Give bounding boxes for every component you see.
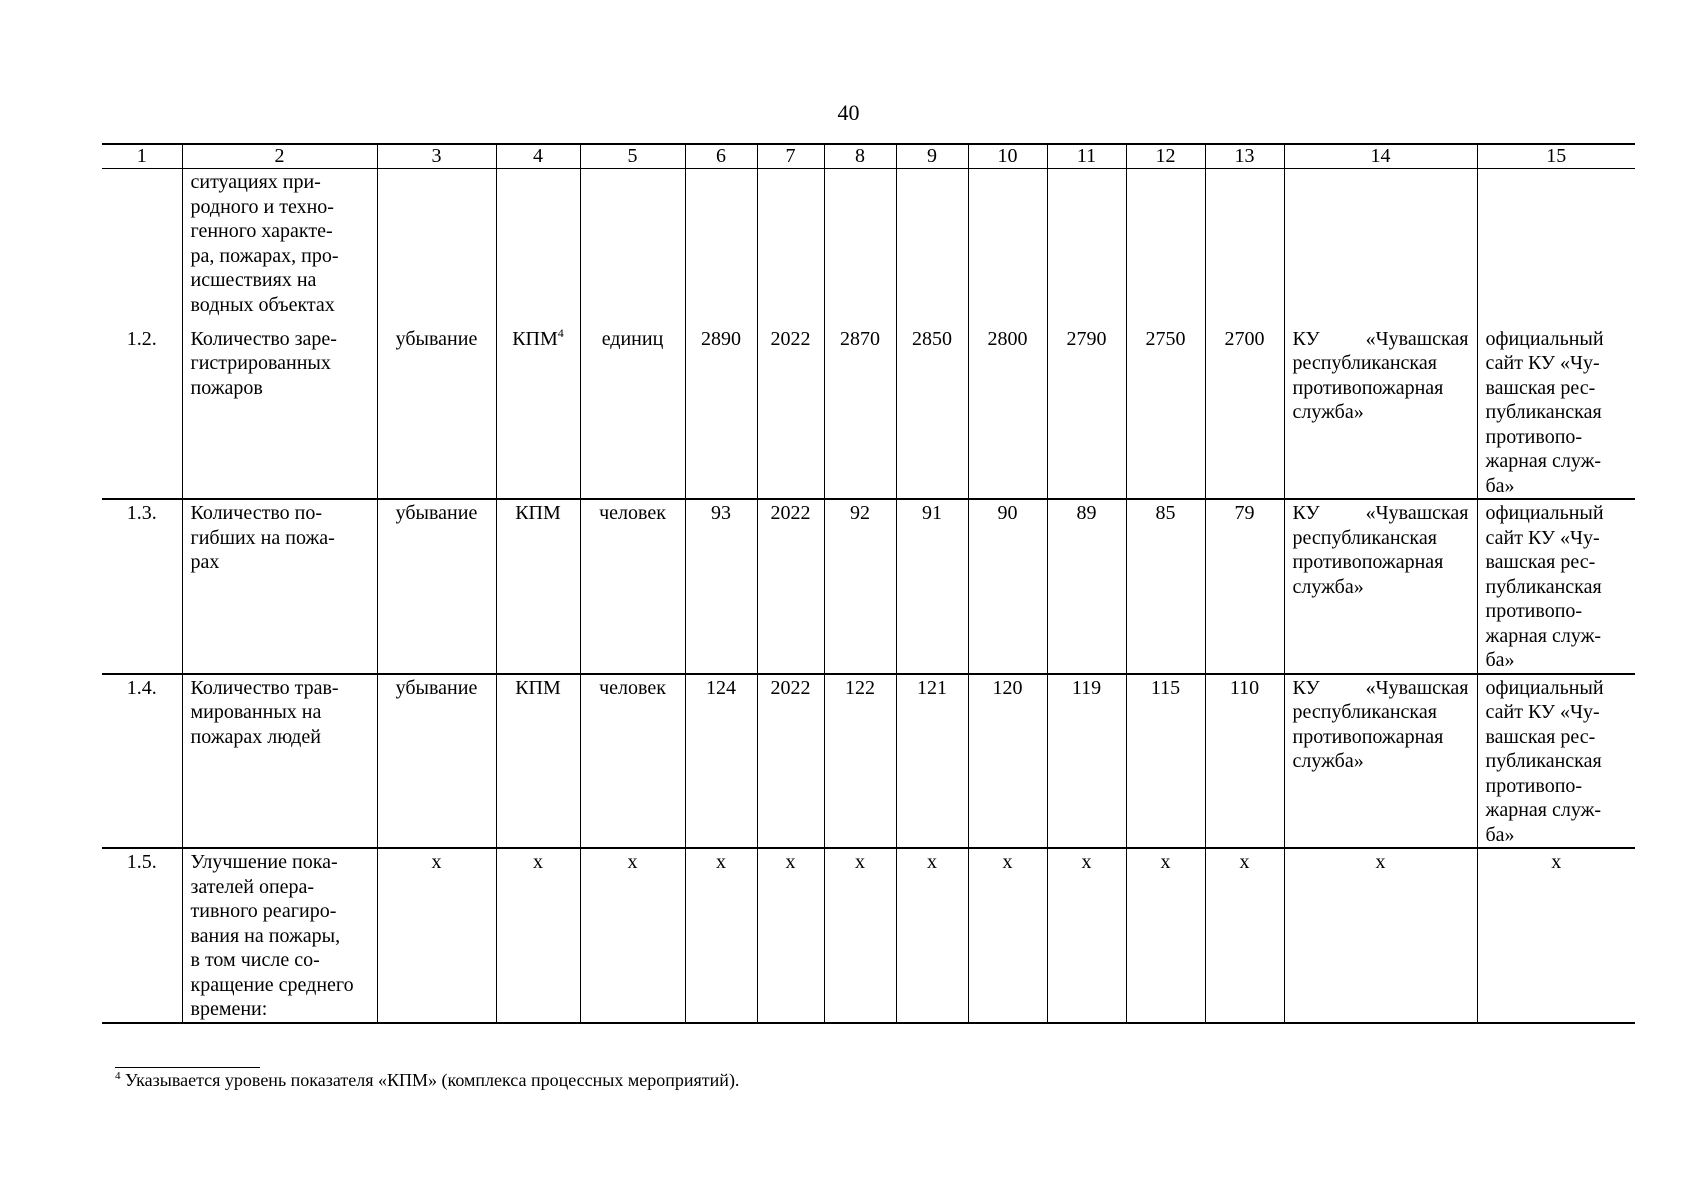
cell-empty — [580, 169, 685, 326]
table-row — [102, 499, 1635, 674]
cell-empty — [824, 169, 896, 326]
not-applicable-mark: х — [896, 848, 968, 1023]
footnote-marker: 4 — [115, 1070, 121, 1082]
indicator-level: КПМ — [496, 674, 580, 849]
value-col-13: 2700 — [1205, 326, 1284, 500]
column-number-header: 6 — [685, 144, 757, 169]
responsible-organization: КУ «Чувашская республиканская противопожарная служба» — [1284, 499, 1477, 674]
value-col-8: 122 — [824, 674, 896, 849]
cell-empty — [685, 169, 757, 326]
information-source: официальный сайт КУ «Чу- вашская рес- публиканская противопо- жарная служ- ба» — [1477, 499, 1635, 674]
not-applicable-mark: х — [1205, 848, 1284, 1023]
continuation-row — [102, 169, 1635, 326]
information-source: официальный сайт КУ «Чу- вашская рес- публиканская противопо- жарная служ- ба» — [1477, 674, 1635, 849]
indicator-name: Количество по- гибших на пожа- рах — [182, 499, 377, 674]
indicator-name-continuation: ситуациях при- родного и техно- генного характе- ра, пожарах, про- исшествиях на водных объектах — [182, 169, 377, 326]
column-number-header: 4 — [496, 144, 580, 169]
value-col-9: 121 — [896, 674, 968, 849]
footnote — [115, 1070, 739, 1091]
column-number-header: 1 — [102, 144, 182, 169]
cell-empty — [496, 169, 580, 326]
column-number-header: 2 — [182, 144, 377, 169]
footnote-separator — [115, 1067, 260, 1068]
base-value: 2890 — [685, 326, 757, 500]
value-col-8: 92 — [824, 499, 896, 674]
value-col-12: 115 — [1126, 674, 1205, 849]
column-number-header-row — [102, 144, 1635, 169]
not-applicable-mark: х — [757, 848, 824, 1023]
unit: единиц — [580, 326, 685, 500]
value-col-8: 2870 — [824, 326, 896, 500]
column-number-header: 9 — [896, 144, 968, 169]
value-col-9: 91 — [896, 499, 968, 674]
cell-empty — [102, 169, 182, 326]
not-applicable-mark: х — [968, 848, 1047, 1023]
not-applicable-mark: х — [824, 848, 896, 1023]
not-applicable-mark: х — [1126, 848, 1205, 1023]
footnote-text: Указывается уровень показателя «КПМ» (комплекса процессных мероприятий). — [120, 1070, 740, 1090]
row-number: 1.3. — [102, 499, 182, 674]
page-number: 40 — [837, 100, 860, 125]
cell-empty — [1477, 169, 1635, 326]
indicator-direction: убывание — [377, 326, 496, 500]
not-applicable-mark: х — [1047, 848, 1126, 1023]
value-col-12: 2750 — [1126, 326, 1205, 500]
cell-empty — [1126, 169, 1205, 326]
value-col-9: 2850 — [896, 326, 968, 500]
value-col-13: 79 — [1205, 499, 1284, 674]
value-col-10: 2800 — [968, 326, 1047, 500]
base-year: 2022 — [757, 674, 824, 849]
column-number-header: 12 — [1126, 144, 1205, 169]
not-applicable-mark: х — [496, 848, 580, 1023]
column-number-header: 3 — [377, 144, 496, 169]
column-number-header: 13 — [1205, 144, 1284, 169]
cell-empty — [896, 169, 968, 326]
base-value: 124 — [685, 674, 757, 849]
cell-empty — [757, 169, 824, 326]
row-number: 1.5. — [102, 848, 182, 1023]
table-row — [102, 326, 1635, 500]
base-value: 93 — [685, 499, 757, 674]
indicator-level — [496, 326, 580, 500]
cell-empty — [1205, 169, 1284, 326]
not-applicable-mark: х — [1284, 848, 1477, 1023]
indicator-name: Количество заре- гистрированных пожаров — [182, 326, 377, 500]
column-number-header: 11 — [1047, 144, 1126, 169]
not-applicable-mark: х — [377, 848, 496, 1023]
column-number-header: 10 — [968, 144, 1047, 169]
footnote-reference: 4 — [557, 325, 564, 340]
cell-empty — [968, 169, 1047, 326]
row-number: 1.4. — [102, 674, 182, 849]
value-col-10: 90 — [968, 499, 1047, 674]
value-col-12: 85 — [1126, 499, 1205, 674]
value-col-10: 120 — [968, 674, 1047, 849]
not-applicable-mark: х — [685, 848, 757, 1023]
value-col-11: 2790 — [1047, 326, 1126, 500]
responsible-organization: КУ «Чувашская республиканская противопожарная служба» — [1284, 326, 1477, 500]
row-number: 1.2. — [102, 326, 182, 500]
unit: человек — [580, 499, 685, 674]
indicator-direction: убывание — [377, 499, 496, 674]
column-number-header: 8 — [824, 144, 896, 169]
base-year: 2022 — [757, 326, 824, 500]
value-col-11: 119 — [1047, 674, 1126, 849]
responsible-organization: КУ «Чувашская республиканская противопожарная служба» — [1284, 674, 1477, 849]
table-row — [102, 848, 1635, 1023]
column-number-header: 5 — [580, 144, 685, 169]
column-number-header: 7 — [757, 144, 824, 169]
indicator-level: КПМ — [496, 499, 580, 674]
not-applicable-mark: х — [580, 848, 685, 1023]
indicator-level-text: КПМ — [512, 327, 558, 350]
value-col-11: 89 — [1047, 499, 1126, 674]
column-number-header: 14 — [1284, 144, 1477, 169]
indicators-table — [102, 143, 1635, 1024]
indicator-direction: убывание — [377, 674, 496, 849]
cell-empty — [1284, 169, 1477, 326]
not-applicable-mark: х — [1477, 848, 1635, 1023]
value-col-13: 110 — [1205, 674, 1284, 849]
table-row — [102, 674, 1635, 849]
unit: человек — [580, 674, 685, 849]
cell-empty — [377, 169, 496, 326]
cell-empty — [1047, 169, 1126, 326]
indicator-name: Количество трав- мированных на пожарах людей — [182, 674, 377, 849]
indicator-name: Улучшение пока- зателей опера- тивного реагиро- вания на пожары, в том числе со- кращение среднего времени: — [182, 848, 377, 1023]
column-number-header: 15 — [1477, 144, 1635, 169]
information-source: официальный сайт КУ «Чу- вашская рес- публиканская противопо- жарная служ- ба» — [1477, 326, 1635, 500]
base-year: 2022 — [757, 499, 824, 674]
